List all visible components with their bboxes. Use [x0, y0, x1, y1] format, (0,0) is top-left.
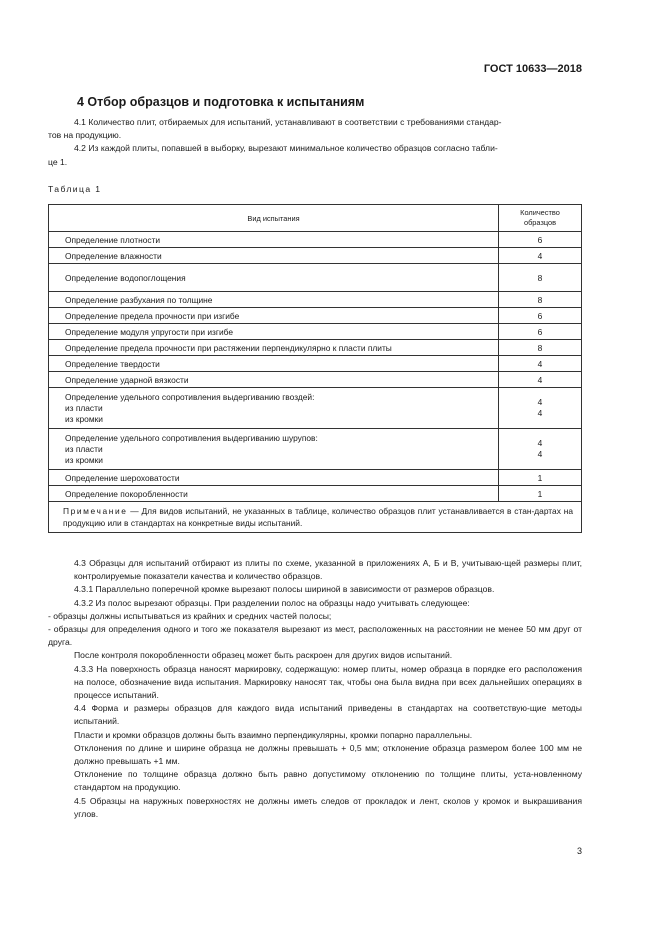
nails-title: Определение удельного сопротивления выдергиванию гвоздей: — [65, 391, 315, 402]
col-count-line1: Количество — [520, 208, 560, 217]
p42-line1: 4.2 Из каждой плиты, попавшей в выборку, вырезают минимальное количество образцов согласно табли- — [74, 143, 498, 154]
page-number: 3 — [576, 846, 582, 856]
row-name: Определение предела прочности при изгибе — [49, 308, 499, 324]
body-text — [48, 557, 582, 821]
row-value: 6 — [499, 324, 582, 340]
p41-line1: 4.1 Количество плит, отбираемых для испытаний, устанавливают в соответствии с требованиями стандар- — [74, 117, 502, 127]
p42-line2: це 1. — [48, 156, 68, 167]
row-value: 6 — [499, 232, 582, 248]
screws-title: Определение удельного сопротивления выдергиванию шурупов: — [65, 432, 318, 443]
paragraph-4-1 — [48, 116, 582, 169]
table-row — [49, 486, 582, 502]
row-value: 4 — [499, 372, 582, 388]
note-text: — Для видов испытаний, не указанных в таблице, количество образцов плит устанавливается в стан-дартах на продукцию или в стандартах на конкретные виды испытаний. — [63, 506, 573, 528]
screws-va: 4 — [537, 438, 543, 448]
table-row — [49, 248, 582, 264]
paragraph-4-3: 4.3 Образцы для испытаний отбирают из плиты по схеме, указанной в приложениях А, Б и В, учитываю-щей размеры плит, контролируемые показатели качества и количество образцов. — [74, 558, 582, 582]
table-row — [49, 356, 582, 372]
row-name: Определение водопоглощения — [49, 264, 499, 292]
paragraph-4-5: 4.5 Образцы на наружных поверхностях не должны иметь следов от прокладок и лент, сколов у кромок и выкрашивания углов. — [74, 795, 582, 819]
row-name: Определение покоробленности — [49, 486, 499, 502]
table-note — [49, 502, 582, 533]
col-test-header: Вид испытания — [49, 205, 499, 232]
row-name: Определение твердости — [49, 356, 499, 372]
row-value: 8 — [499, 264, 582, 292]
paragraph-4-3-1: 4.3.1 Параллельно поперечной кромке вырезают полосы шириной в зависимости от размеров образцов. — [74, 584, 495, 595]
paragraph-perp: Пласти и кромки образцов должны быть взаимно перпендикулярны, кромки попарно параллельны. — [74, 729, 473, 740]
row-value: 8 — [499, 340, 582, 356]
section-title: 4 Отбор образцов и подготовка к испытаниям — [77, 95, 365, 109]
row-value: 8 — [499, 292, 582, 308]
nails-b: из кромки — [65, 413, 103, 424]
row-name: Определение влажности — [49, 248, 499, 264]
bullet-2: - образцы для определения одного и того же показателя вырезают из мест, расположенных на расстоянии не менее 50 мм друг от друга. — [48, 624, 582, 648]
table-note-row — [49, 502, 582, 533]
table-row — [49, 388, 582, 429]
row-name: Определение предела прочности при растяжении перпендикулярно к пласти плиты — [49, 340, 499, 356]
row-value: 4 — [499, 356, 582, 372]
nails-vb: 4 — [537, 408, 543, 418]
row-name — [49, 388, 499, 429]
screws-b: из кромки — [65, 454, 103, 465]
table-row — [49, 264, 582, 292]
table-header-row — [49, 205, 582, 232]
col-count-header — [499, 205, 582, 232]
paragraph-dev2: Отклонение по толщине образца должно быть равно допустимому отклонению по толщине плиты, уста-новленному стандартом на продукцию. — [74, 769, 582, 793]
table-row — [49, 292, 582, 308]
screws-vb: 4 — [537, 449, 543, 459]
row-value — [499, 429, 582, 470]
paragraph-4-3-3: 4.3.3 На поверхность образца наносят маркировку, содержащую: номер плиты, номер образца в порядке его расположения на полосе, обозначение вида испытания. Маркировку наносят так, чтобы она была видна при всех дальнейших операциях в процессе испытаний. — [74, 663, 582, 701]
row-value: 1 — [499, 486, 582, 502]
table-row — [49, 324, 582, 340]
table-row — [49, 372, 582, 388]
table-row — [49, 232, 582, 248]
col-count-line2: образцов — [523, 218, 557, 227]
document-code: ГОСТ 10633—2018 — [483, 63, 582, 75]
table-row — [49, 470, 582, 486]
row-value: 4 — [499, 248, 582, 264]
row-name: Определение модуля упругости при изгибе — [49, 324, 499, 340]
row-name — [49, 429, 499, 470]
row-value: 1 — [499, 470, 582, 486]
screws-a: из пласти — [65, 443, 103, 454]
samples-table — [48, 204, 582, 533]
paragraph-4-4: 4.4 Форма и размеры образцов для каждого вида испытаний приведены в стандартах на соответствую-щие методы испытаний. — [74, 703, 582, 727]
nails-a: из пласти — [65, 402, 103, 413]
nails-va: 4 — [537, 397, 543, 407]
table-row — [49, 429, 582, 470]
row-name: Определение плотности — [49, 232, 499, 248]
row-value: 6 — [499, 308, 582, 324]
row-name: Определение разбухания по толщине — [49, 292, 499, 308]
paragraph-after: После контроля покоробленности образец может быть раскроен для других видов испытаний. — [74, 650, 453, 661]
row-name: Определение шероховатости — [49, 470, 499, 486]
note-label: Примечание — [63, 506, 128, 516]
p41-line2: тов на продукцию. — [48, 130, 122, 141]
row-name: Определение ударной вязкости — [49, 372, 499, 388]
table-row — [49, 340, 582, 356]
table-caption: Таблица 1 — [48, 184, 102, 194]
paragraph-4-3-2: 4.3.2 Из полос вырезают образцы. При разделении полос на образцы надо учитывать следующее: — [74, 597, 470, 608]
paragraph-dev1: Отклонения по длине и ширине образца не должны превышать + 0,5 мм; отклонение образца размером более 100 мм не должно превышать +1 мм. — [74, 742, 582, 767]
table-row — [49, 308, 582, 324]
row-value — [499, 388, 582, 429]
bullet-1: - образцы должны испытываться из крайних и средних частей полосы; — [48, 610, 332, 621]
